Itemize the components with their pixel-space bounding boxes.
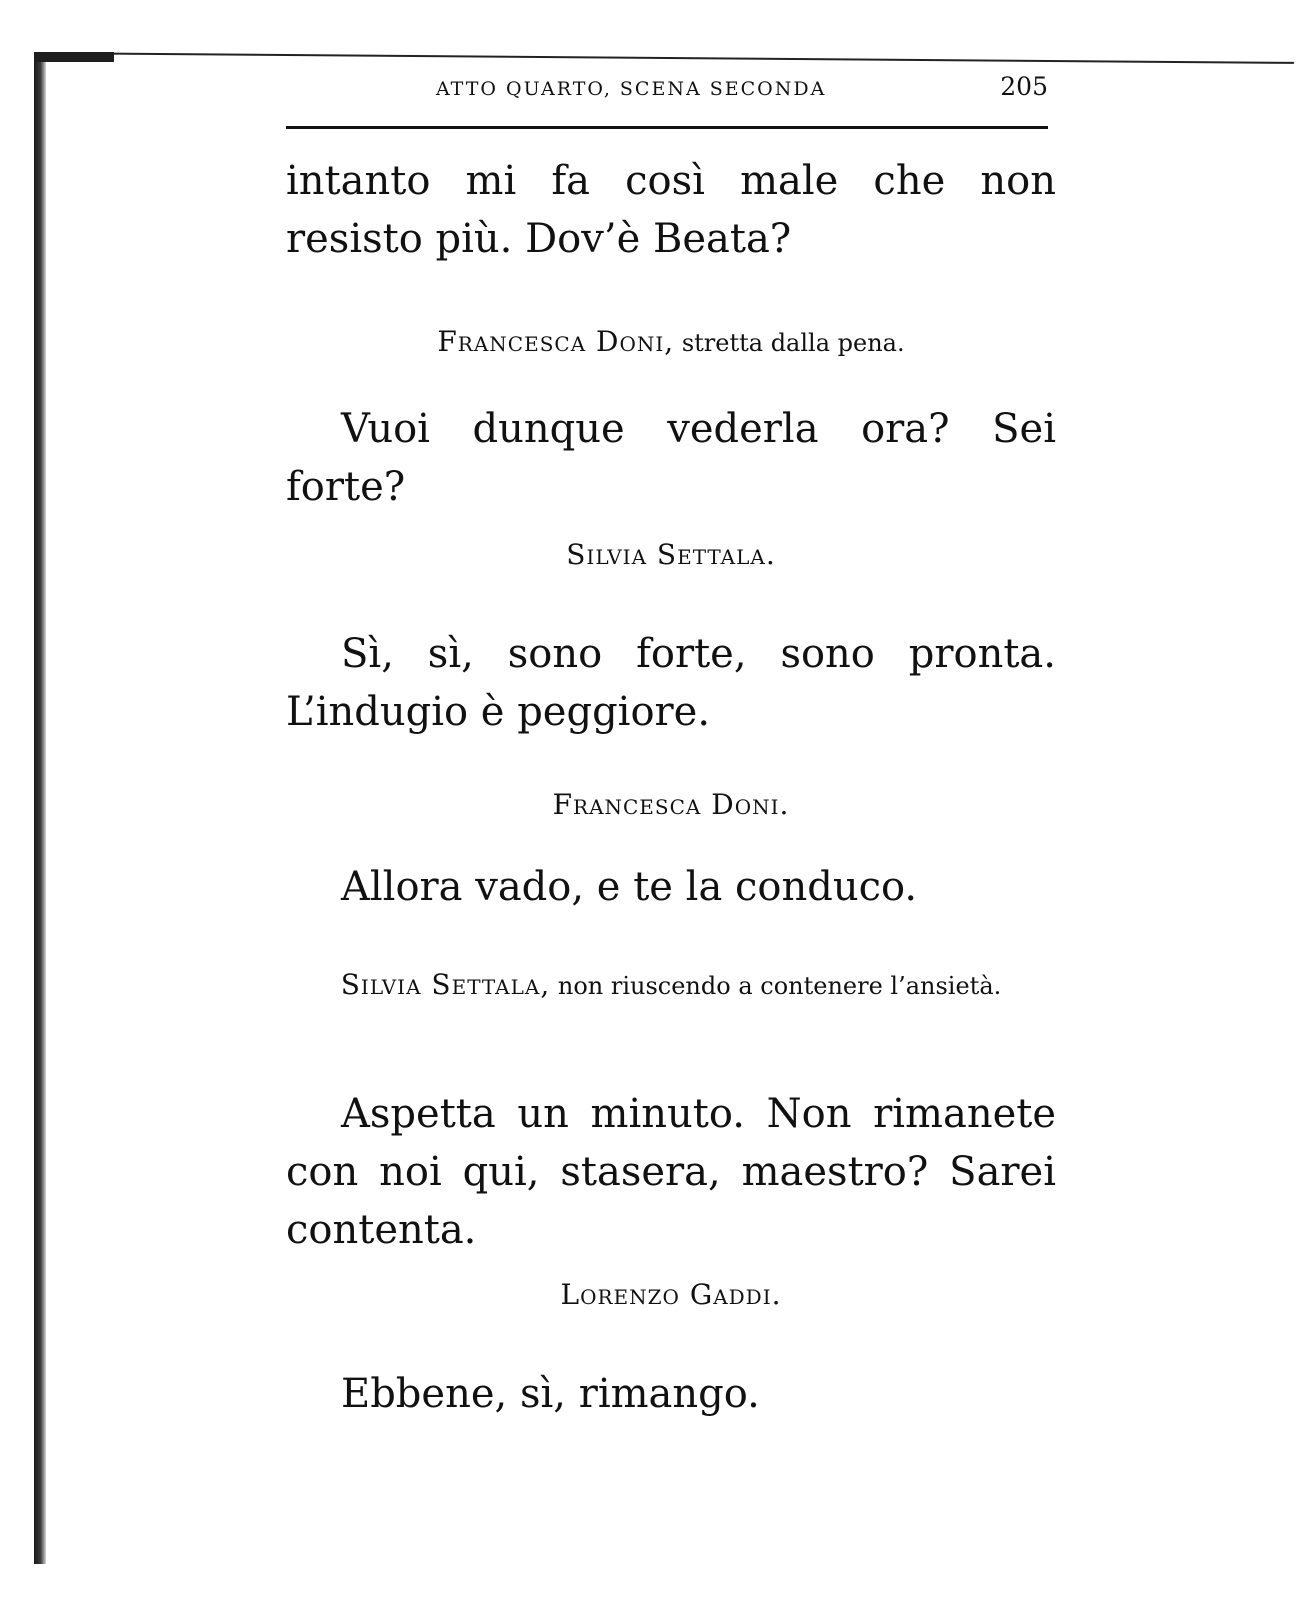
speaker-heading-2 — [286, 540, 1056, 571]
scan-corner-mark — [34, 52, 114, 62]
paragraph-text: intanto mi fa così male che non resisto più. Dov’è Beata? — [286, 158, 1056, 262]
scan-edge-left — [34, 52, 46, 1564]
page-number: 205 — [1000, 72, 1048, 101]
speaker-name: Silvia Settala, — [340, 968, 551, 1001]
paragraph-text: Vuoi dunque vederla ora? Sei forte? — [286, 406, 1056, 510]
stage-direction: non riuscendo a contenere l’ansietà. — [557, 972, 1002, 1000]
speaker-heading-5 — [286, 1280, 1056, 1311]
paragraph-4 — [286, 858, 1056, 916]
scan-edge-top — [34, 52, 1294, 64]
speaker-heading-4 — [286, 970, 1056, 1001]
speaker-heading-1 — [286, 327, 1056, 358]
speaker-name: Silvia Settala. — [566, 538, 776, 571]
paragraph-text: Aspetta un minuto. Non rimanete con noi qui, stasera, maestro? Sarei contenta. — [286, 1091, 1056, 1253]
paragraph-3 — [286, 625, 1056, 741]
header-rule — [286, 126, 1048, 129]
paragraph-text: Sì, sì, sono forte, sono pronta. L’indugio è peggiore. — [286, 631, 1056, 735]
paragraph-1 — [286, 152, 1056, 268]
paragraph-5 — [286, 1085, 1056, 1259]
speaker-name: Francesca Doni. — [552, 788, 790, 821]
paragraph-text: Allora vado, e te la conduco. — [341, 864, 918, 910]
speaker-name: Francesca Doni, — [437, 325, 675, 358]
stage-direction: stretta dalla pena. — [681, 329, 905, 357]
running-title: ATTO QUARTO, SCENA SECONDA — [436, 78, 827, 100]
paragraph-6 — [286, 1365, 1056, 1423]
speaker-name: Lorenzo Gaddi. — [560, 1278, 782, 1311]
paragraph-text: Ebbene, sì, rimango. — [341, 1371, 760, 1417]
speaker-heading-3 — [286, 790, 1056, 821]
paragraph-2 — [286, 400, 1056, 516]
page-header — [286, 72, 1056, 106]
